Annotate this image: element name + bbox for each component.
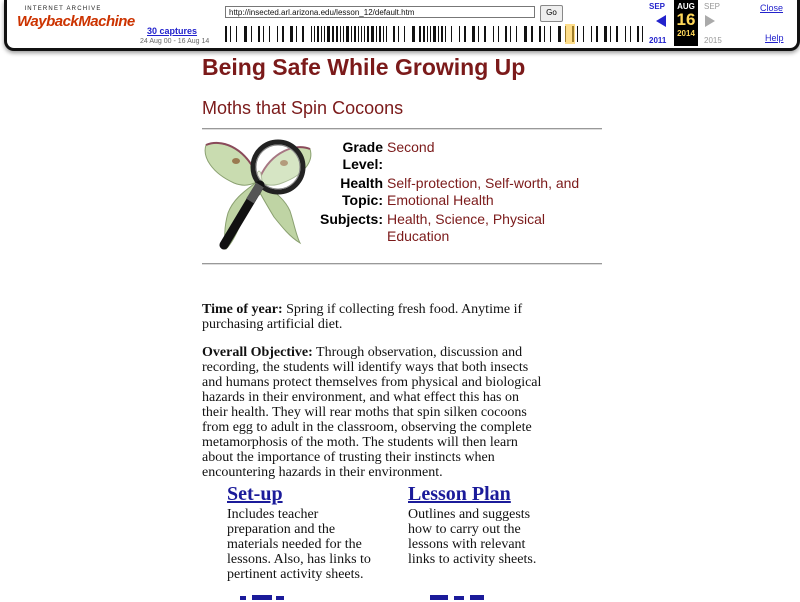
lesson-plan-description: Outlines and suggests how to carry out the lessons with relevant links to activity sheets. (408, 507, 537, 567)
close-link[interactable]: Close (760, 3, 784, 13)
divider-bottom (202, 263, 602, 265)
capture-tick[interactable] (230, 26, 231, 42)
capture-tick[interactable] (430, 26, 431, 42)
capture-tick[interactable] (236, 26, 237, 42)
capture-tick[interactable] (327, 26, 330, 42)
capture-tick[interactable] (379, 26, 381, 42)
capture-tick[interactable] (393, 26, 395, 42)
capture-tick[interactable] (321, 26, 322, 42)
capture-tick[interactable] (441, 26, 443, 42)
capture-tick[interactable] (642, 26, 643, 42)
prev-month-link[interactable]: SEP (649, 2, 666, 11)
capture-tick[interactable] (493, 26, 494, 42)
next-link-partial-right[interactable] (430, 592, 500, 602)
setup-link[interactable]: Set-up (227, 483, 283, 505)
capture-tick[interactable] (464, 26, 466, 42)
capture-tick[interactable] (290, 26, 293, 42)
capture-sparkline[interactable] (225, 24, 645, 44)
capture-tick[interactable] (314, 26, 315, 42)
capture-tick[interactable] (616, 26, 618, 42)
capture-tick[interactable] (343, 26, 344, 42)
capture-tick[interactable] (451, 26, 452, 42)
go-button[interactable]: Go (540, 5, 563, 22)
capture-tick[interactable] (346, 26, 349, 42)
prev-year-link[interactable]: 2011 (649, 36, 667, 45)
capture-tick[interactable] (367, 26, 369, 42)
capture-tick[interactable] (340, 26, 341, 42)
capture-tick[interactable] (505, 26, 507, 42)
capture-tick[interactable] (625, 26, 626, 42)
capture-tick[interactable] (438, 26, 439, 42)
capture-tick[interactable] (531, 26, 533, 42)
capture-date-range: 24 Aug 00 - 16 Aug 14 (140, 38, 210, 45)
capture-tick[interactable] (604, 26, 607, 42)
divider-top (202, 128, 602, 130)
capture-tick[interactable] (354, 26, 356, 42)
capture-tick[interactable] (364, 26, 365, 42)
captures-link[interactable]: 30 captures (147, 26, 198, 36)
capture-tick[interactable] (558, 26, 561, 42)
capture-tick[interactable] (596, 26, 598, 42)
capture-tick[interactable] (324, 26, 325, 42)
capture-tick[interactable] (637, 26, 639, 42)
lesson-plan-link[interactable]: Lesson Plan (408, 483, 511, 505)
capture-tick[interactable] (583, 26, 584, 42)
url-input[interactable]: http://insected.arl.arizona.edu/lesson_12/default.htm (225, 6, 535, 18)
prev-arrow-icon[interactable] (656, 15, 666, 27)
capture-tick[interactable] (277, 26, 278, 42)
wayback-toolbar (4, 0, 800, 51)
current-year: 2014 (677, 29, 695, 38)
capture-tick[interactable] (225, 26, 227, 42)
grade-level-label: Grade Level: (342, 139, 383, 172)
health-topic-value: Self-protection, Self-worth, and Emotional Health (387, 175, 580, 208)
time-of-year-paragraph: Time of year: Spring if collecting fresh food. Anytime if purchasing artificial diet. (202, 302, 523, 332)
health-topic-label: Health Topic: (340, 175, 383, 208)
capture-tick[interactable] (524, 26, 527, 42)
capture-tick[interactable] (423, 26, 425, 42)
capture-tick[interactable] (358, 26, 359, 42)
capture-tick[interactable] (610, 26, 611, 42)
capture-tick[interactable] (484, 26, 486, 42)
wayback-logo[interactable] (17, 6, 135, 40)
capture-tick[interactable] (516, 26, 517, 42)
objective-label: Overall Objective: (202, 345, 313, 360)
page-subtitle: Moths that Spin Cocoons (202, 98, 404, 118)
capture-tick[interactable] (317, 26, 319, 42)
capture-tick[interactable] (302, 26, 304, 42)
current-month: AUG (677, 2, 695, 11)
capture-tick[interactable] (412, 26, 415, 42)
subjects-label: Subjects: (319, 211, 383, 227)
capture-tick[interactable] (371, 26, 374, 42)
capture-tick[interactable] (361, 26, 362, 42)
capture-tick[interactable] (459, 26, 460, 42)
capture-tick[interactable] (478, 26, 479, 42)
current-date-display (674, 0, 698, 46)
logo-bottom-text: WaybackMachine (17, 13, 135, 30)
next-link-partial-left[interactable] (240, 592, 300, 602)
capture-tick[interactable] (510, 26, 511, 42)
capture-tick[interactable] (404, 26, 405, 42)
setup-description: Includes teacher preparation and the materials needed for the lessons. Also, has links to pertinent activity sheets. (227, 507, 371, 582)
logo-top-text: INTERNET ARCHIVE (24, 6, 102, 12)
capture-tick[interactable] (419, 26, 421, 42)
capture-tick[interactable] (577, 26, 578, 42)
objective-paragraph: Overall Objective: Through observation, discussion and recording, the students will identify ways that both insects and humans protect themselves from physical and biological hazards in their environment, and what effect this has on their health. They will rear moths that spin silken cocoons from egg to adult in the classroom, observing the complete metamorphosis of the moth. The students will then learn about the importance of trusting their instincts when encountering hazards in their environment. (202, 345, 542, 480)
capture-tick[interactable] (445, 26, 446, 42)
capture-tick[interactable] (472, 26, 475, 42)
capture-tick[interactable] (296, 26, 297, 42)
capture-tick[interactable] (386, 26, 387, 42)
capture-tick[interactable] (336, 26, 338, 42)
next-arrow-icon (705, 15, 715, 27)
page-title: Being Safe While Growing Up (202, 54, 526, 80)
capture-tick[interactable] (550, 26, 551, 42)
current-day: 16 (676, 10, 696, 29)
capture-tick[interactable] (332, 26, 334, 42)
capture-tick[interactable] (539, 26, 541, 42)
capture-tick[interactable] (282, 26, 284, 42)
capture-tick[interactable] (263, 26, 264, 42)
next-year-label: 2015 (704, 36, 722, 45)
next-month-label: SEP (704, 2, 721, 11)
capture-tick[interactable] (498, 26, 499, 42)
capture-tick[interactable] (544, 26, 545, 42)
capture-tick[interactable] (383, 26, 384, 42)
capture-tick[interactable] (630, 26, 631, 42)
current-capture-highlight (565, 24, 575, 44)
help-link[interactable]: Help (765, 33, 784, 43)
capture-tick[interactable] (244, 26, 247, 42)
capture-tick[interactable] (311, 26, 312, 42)
capture-tick[interactable] (427, 26, 428, 42)
capture-tick[interactable] (269, 26, 270, 42)
subjects-value: Health, Science, Physical Education (387, 211, 545, 244)
capture-tick[interactable] (433, 26, 436, 42)
capture-tick[interactable] (251, 26, 252, 42)
capture-tick[interactable] (376, 26, 377, 42)
grade-level-value: Second (387, 139, 435, 155)
capture-tick[interactable] (591, 26, 592, 42)
capture-tick[interactable] (398, 26, 399, 42)
time-of-year-label: Time of year: (202, 302, 283, 317)
capture-tick[interactable] (351, 26, 352, 42)
capture-tick[interactable] (258, 26, 260, 42)
